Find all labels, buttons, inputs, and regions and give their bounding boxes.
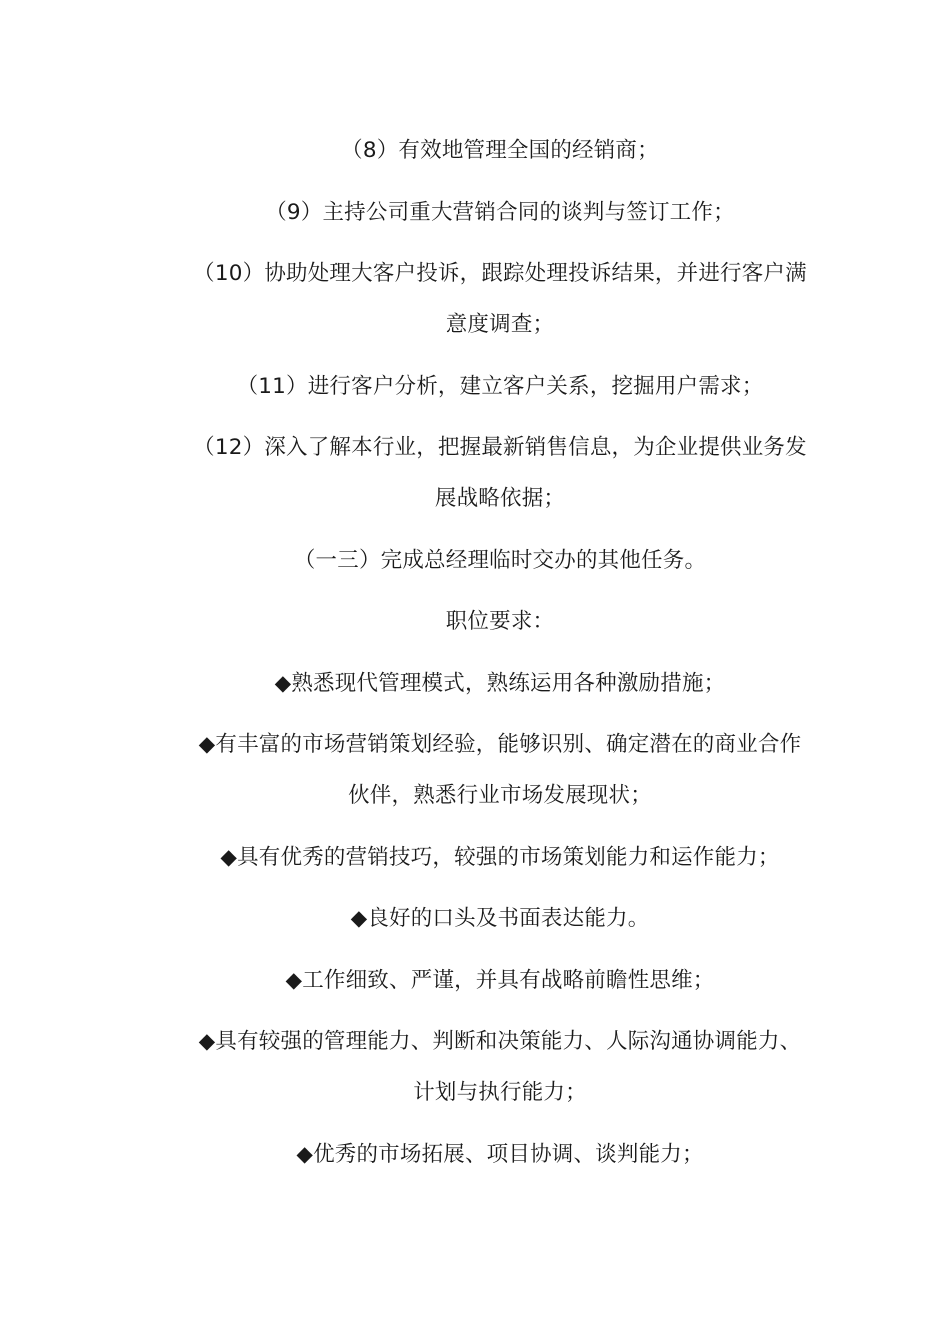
duty-item-12: （12）深入了解本行业，把握最新销售信息，为企业提供业务发展战略依据； [193,435,807,511]
requirement-item: ◆优秀的市场拓展、项目协调、谈判能力； [296,1141,704,1167]
requirement-item: ◆具有优秀的营销技巧，较强的市场策划能力和运作能力； [220,844,780,870]
requirement-item: ◆具有较强的管理能力、判断和决策能力、人际沟通协调能力、计划与执行能力； [198,1029,802,1105]
requirement-item: ◆工作细致、严谨，并具有战略前瞻性思维； [285,967,715,993]
document-body [190,125,810,1190]
duty-item-13: （一三）完成总经理临时交办的其他任务。 [293,547,707,573]
duty-item-9: （9）主持公司重大营销合同的谈判与签订工作； [265,199,735,225]
duty-item-10: （10）协助处理大客户投诉，跟踪处理投诉结果，并进行客户满意度调查； [193,261,807,337]
requirement-item: ◆熟悉现代管理模式，熟练运用各种激励措施； [274,670,726,696]
duty-item-11: （11）进行客户分析，建立客户关系，挖掘用户需求； [236,373,764,399]
requirement-item: ◆良好的口头及书面表达能力。 [350,906,650,931]
requirement-item: ◆有丰富的市场营销策划经验，能够识别、确定潜在的商业合作伙伴，熟悉行业市场发展现状； [198,732,802,808]
duty-item-8: （8）有效地管理全国的经销商； [341,138,659,163]
requirements-heading: 职位要求： [445,609,555,634]
